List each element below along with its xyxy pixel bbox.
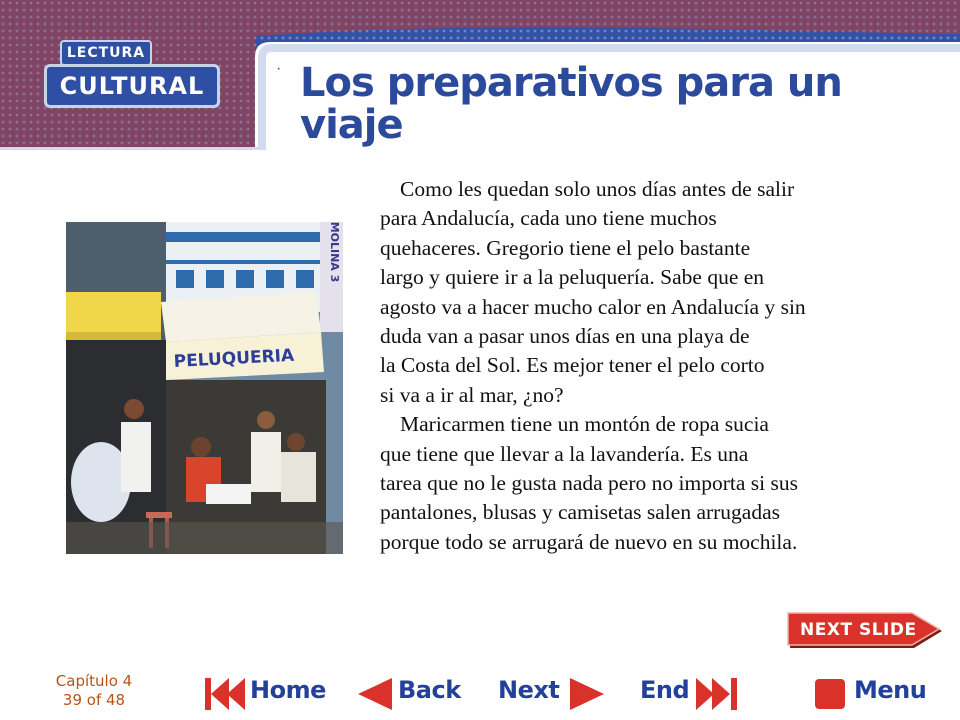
home-button[interactable] xyxy=(202,668,332,720)
next-label: Next xyxy=(498,676,560,704)
back-arrow-icon xyxy=(354,676,394,712)
back-label: Back xyxy=(398,676,461,704)
barbershop-photo xyxy=(66,222,343,554)
title-bullet: · xyxy=(276,60,282,77)
end-forward-icon xyxy=(694,676,744,712)
home-rewind-icon xyxy=(202,676,246,712)
next-arrow-icon xyxy=(568,676,608,712)
menu-button[interactable] xyxy=(812,668,932,720)
peluqueria-sign-text: PELUQUERIA xyxy=(173,345,295,372)
home-label: Home xyxy=(250,676,326,704)
lectura-badge: LECTURA xyxy=(60,40,152,66)
back-button[interactable] xyxy=(354,668,474,720)
chapter-info xyxy=(40,672,148,710)
side-sign-text: MOLINA 3 xyxy=(328,222,341,283)
page-title: Los preparativos para un viaje xyxy=(300,60,842,148)
end-label: End xyxy=(640,676,690,704)
page-counter: 39 of 48 xyxy=(62,691,126,709)
chapter-label: Capítulo 4 xyxy=(55,672,133,690)
cultural-badge: CULTURAL xyxy=(44,64,220,108)
end-button[interactable] xyxy=(640,668,760,720)
next-button[interactable] xyxy=(498,668,610,720)
next-slide-label: NEXT SLIDE xyxy=(800,620,917,640)
reading-passage xyxy=(380,175,940,557)
menu-label: Menu xyxy=(854,676,927,704)
menu-square-icon xyxy=(812,676,848,712)
next-slide-button[interactable] xyxy=(786,610,946,652)
paragraph-2: Maricarmen tiene un montón de ropa sucia que tiene que llevar a la lavandería. Es una tarea que no le gusta nada pero no importa si sus pantalones, blusas y camisetas salen arrugadas porque todo se arrugará de nuevo en su mochila. xyxy=(380,412,798,554)
paragraph-1: Como les quedan solo unos días antes de salir para Andalucía, cada uno tiene muchos quehaceres. Gregorio tiene el pelo bastante largo y quiere ir a la peluquería. Sabe que en agosto va a hacer mucho calor en Andalucía y sin duda van a pasar unos días en una playa de la Costa del Sol. Es mejor tener el pelo corto si va a ir al mar, ¿no? xyxy=(380,177,806,407)
header-banner xyxy=(0,0,960,150)
